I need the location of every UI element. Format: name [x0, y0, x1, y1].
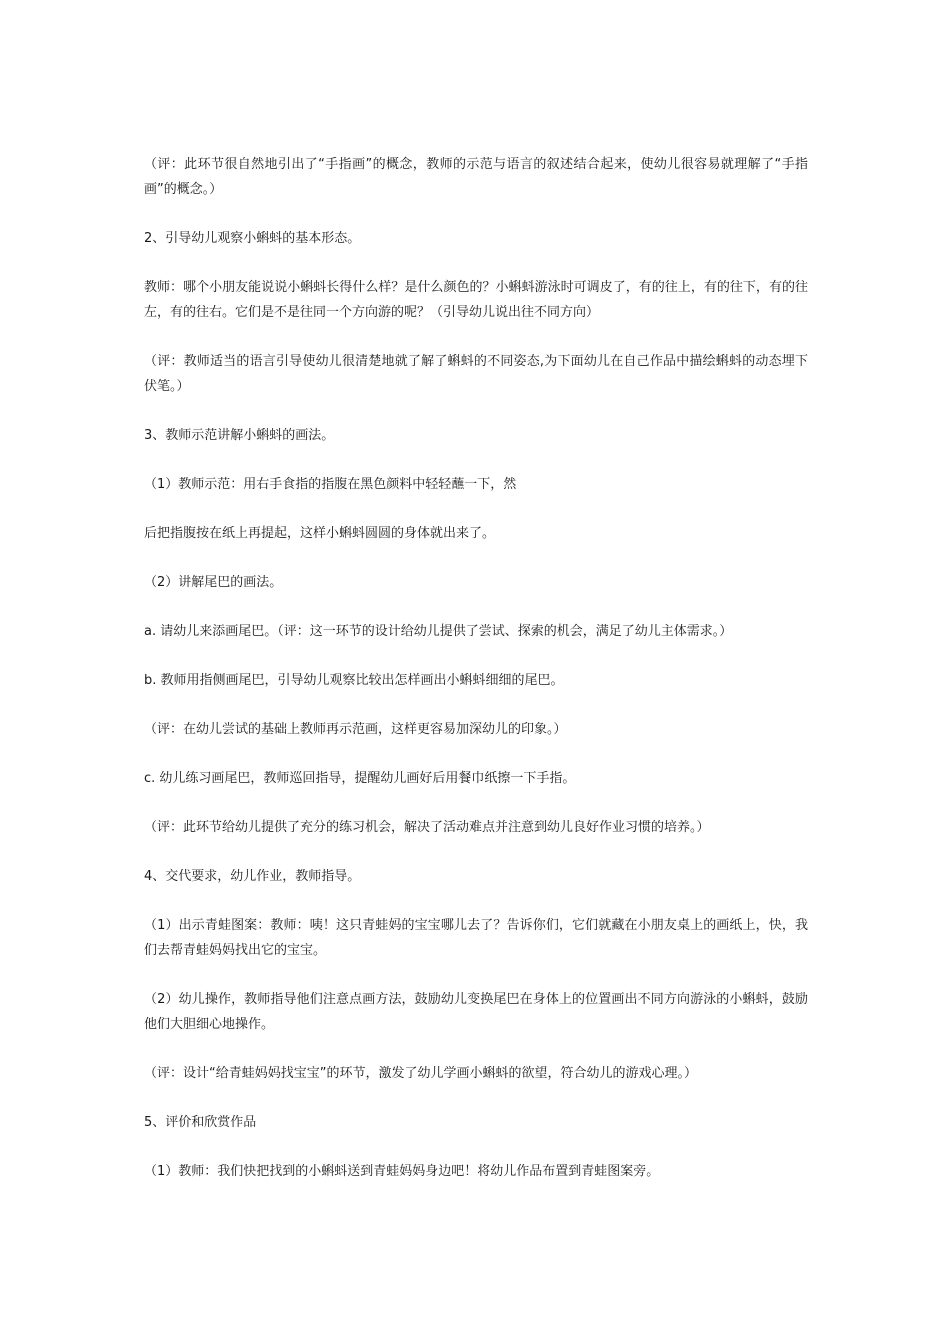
tail-step-a: a. 请幼儿来添画尾巴。（评：这一环节的设计给幼儿提供了尝试、探索的机会，满足了幼儿主体需求。）	[144, 624, 733, 639]
comment-paragraph-finger-painting: （评：此环节很自然地引出了“手指画”的概念，教师的示范与语言的叙述结合起来，使幼儿很容易就理解了“手指画”的概念。）	[144, 157, 808, 197]
step-heading-demonstration: 3、教师示范讲解小蝌蚪的画法。	[144, 428, 335, 443]
tail-step-c: c. 幼儿练习画尾巴，教师巡回指导，提醒幼儿画好后用餐巾纸擦一下手指。	[144, 771, 576, 786]
demonstration-step-1-continued: 后把指腹按在纸上再提起，这样小蝌蚪圆圆的身体就出来了。	[144, 526, 496, 541]
comment-paragraph-game: （评：设计“给青蛙妈妈找宝宝”的环节，激发了幼儿学画小蝌蚪的欲望，符合幼儿的游戏心理。）	[144, 1066, 697, 1081]
comment-paragraph-practice: （评：此环节给幼儿提供了充分的练习机会，解决了活动难点并注意到幼儿良好作业习惯的培养。）	[144, 820, 710, 835]
step-heading-evaluation: 5、评价和欣赏作品	[144, 1115, 257, 1130]
tail-method-heading: （2）讲解尾巴的画法。	[144, 575, 283, 590]
evaluation-step-1: （1）教师：我们快把找到的小蝌蚪送到青蛙妈妈身边吧！将幼儿作品布置到青蛙图案旁。	[144, 1164, 660, 1179]
document-page	[144, 152, 808, 1184]
comment-paragraph-tadpole-postures: （评：教师适当的语言引导使幼儿很清楚地就了解了蝌蚪的不同姿态,为下面幼儿在自己作品中描绘蝌蚪的动态埋下伏笔。）	[144, 354, 808, 394]
assignment-step-1: （1）出示青蛙图案：教师：咦！这只青蛙妈的宝宝哪儿去了？告诉你们，它们就藏在小朋友桌上的画纸上，快，我们去帮青蛙妈妈找出它的宝宝。	[144, 918, 808, 958]
demonstration-step-1: （1）教师示范：用右手食指的指腹在黑色颜料中轻轻蘸一下，然	[144, 477, 517, 492]
tail-step-b: b. 教师用指侧画尾巴，引导幼儿观察比较出怎样画出小蝌蚪细细的尾巴。	[144, 673, 564, 688]
step-heading-observe-tadpole: 2、引导幼儿观察小蝌蚪的基本形态。	[144, 231, 361, 246]
step-heading-assignment: 4、交代要求，幼儿作业，教师指导。	[144, 869, 361, 884]
teacher-question-paragraph: 教师：哪个小朋友能说说小蝌蚪长得什么样？是什么颜色的？小蝌蚪游泳时可调皮了，有的往上，有的往下，有的往左，有的往右。它们是不是往同一个方向游的呢？（引导幼儿说出往不同方向）	[144, 280, 808, 320]
comment-paragraph-demo-again: （评：在幼儿尝试的基础上教师再示范画，这样更容易加深幼儿的印象。）	[144, 722, 567, 737]
assignment-step-2: （2）幼儿操作，教师指导他们注意点画方法，鼓励幼儿变换尾巴在身体上的位置画出不同方向游泳的小蝌蚪，鼓励他们大胆细心地操作。	[144, 992, 808, 1032]
